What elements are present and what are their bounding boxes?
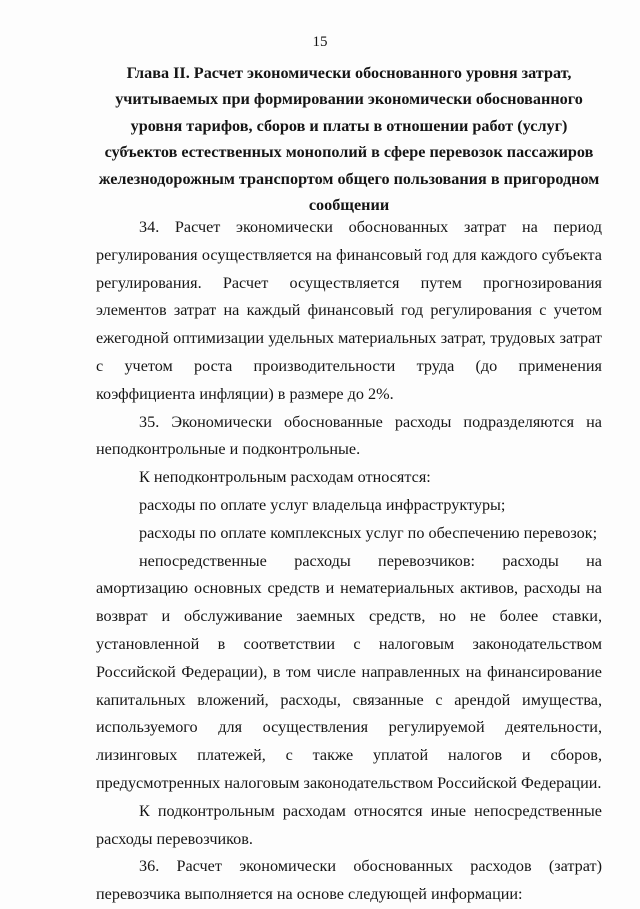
body-text	[96, 214, 602, 909]
chapter-title: Глава II. Расчет экономически обоснованного уровня затрат, учитываемых при формировании экономически обоснованного уровня тарифов, сборов и платы в отношении работ (услуг) субъектов естественных монополий в сфере перевозок пассажиров железнодорожным транспортом общего пользования в пригородном сообщении	[98, 64, 600, 215]
list-item-complex-services: расходы по оплате комплексных услуг по обеспечению перевозок;	[139, 523, 598, 542]
list-item-direct-expenses: непосредственные расходы перевозчиков: расходы на амортизацию основных средств и нематериальных активов, расходы на возврат и обслуживание заемных средств, но не более ставки, установленной в соответствии с налоговым законодательством Российской Федерации), в том числе направленных на финансирование капитальных вложений, расходы, связанные с арендой имущества, используемого для осуществления регулируемой деятельности, лизинговых платежей, с также уплатой налогов и сборов, предусмотренных налоговым законодательством Российской Федерации.	[96, 551, 602, 792]
paragraph-controlled: К подконтрольным расходам относятся иные непосредственные расходы перевозчиков.	[96, 801, 602, 848]
paragraph-35: 35. Экономически обоснованные расходы подразделяются на неподконтрольные и подконтрольные.	[96, 412, 602, 459]
page-number: 15	[312, 34, 328, 50]
list-item-infrastructure: расходы по оплате услуг владельца инфраструктуры;	[139, 495, 506, 514]
paragraph-36: 36. Расчет экономически обоснованных расходов (затрат) перевозчика выполняется на основе следующей информации:	[96, 857, 602, 904]
paragraph-34: 34. Расчет экономически обоснованных затрат на период регулирования осуществляется на финансовый год для каждого субъекта регулирования. Расчет осуществляется путем прогнозирования элементов затрат на каждый финансовый год регулирования с учетом ежегодной оптимизации удельных материальных затрат, трудовых затрат с учетом роста производительности труда (до применения коэффициента инфляции) в размере до 2%.	[96, 218, 602, 403]
uncontrolled-intro: К неподконтрольным расходам относятся:	[139, 468, 431, 487]
